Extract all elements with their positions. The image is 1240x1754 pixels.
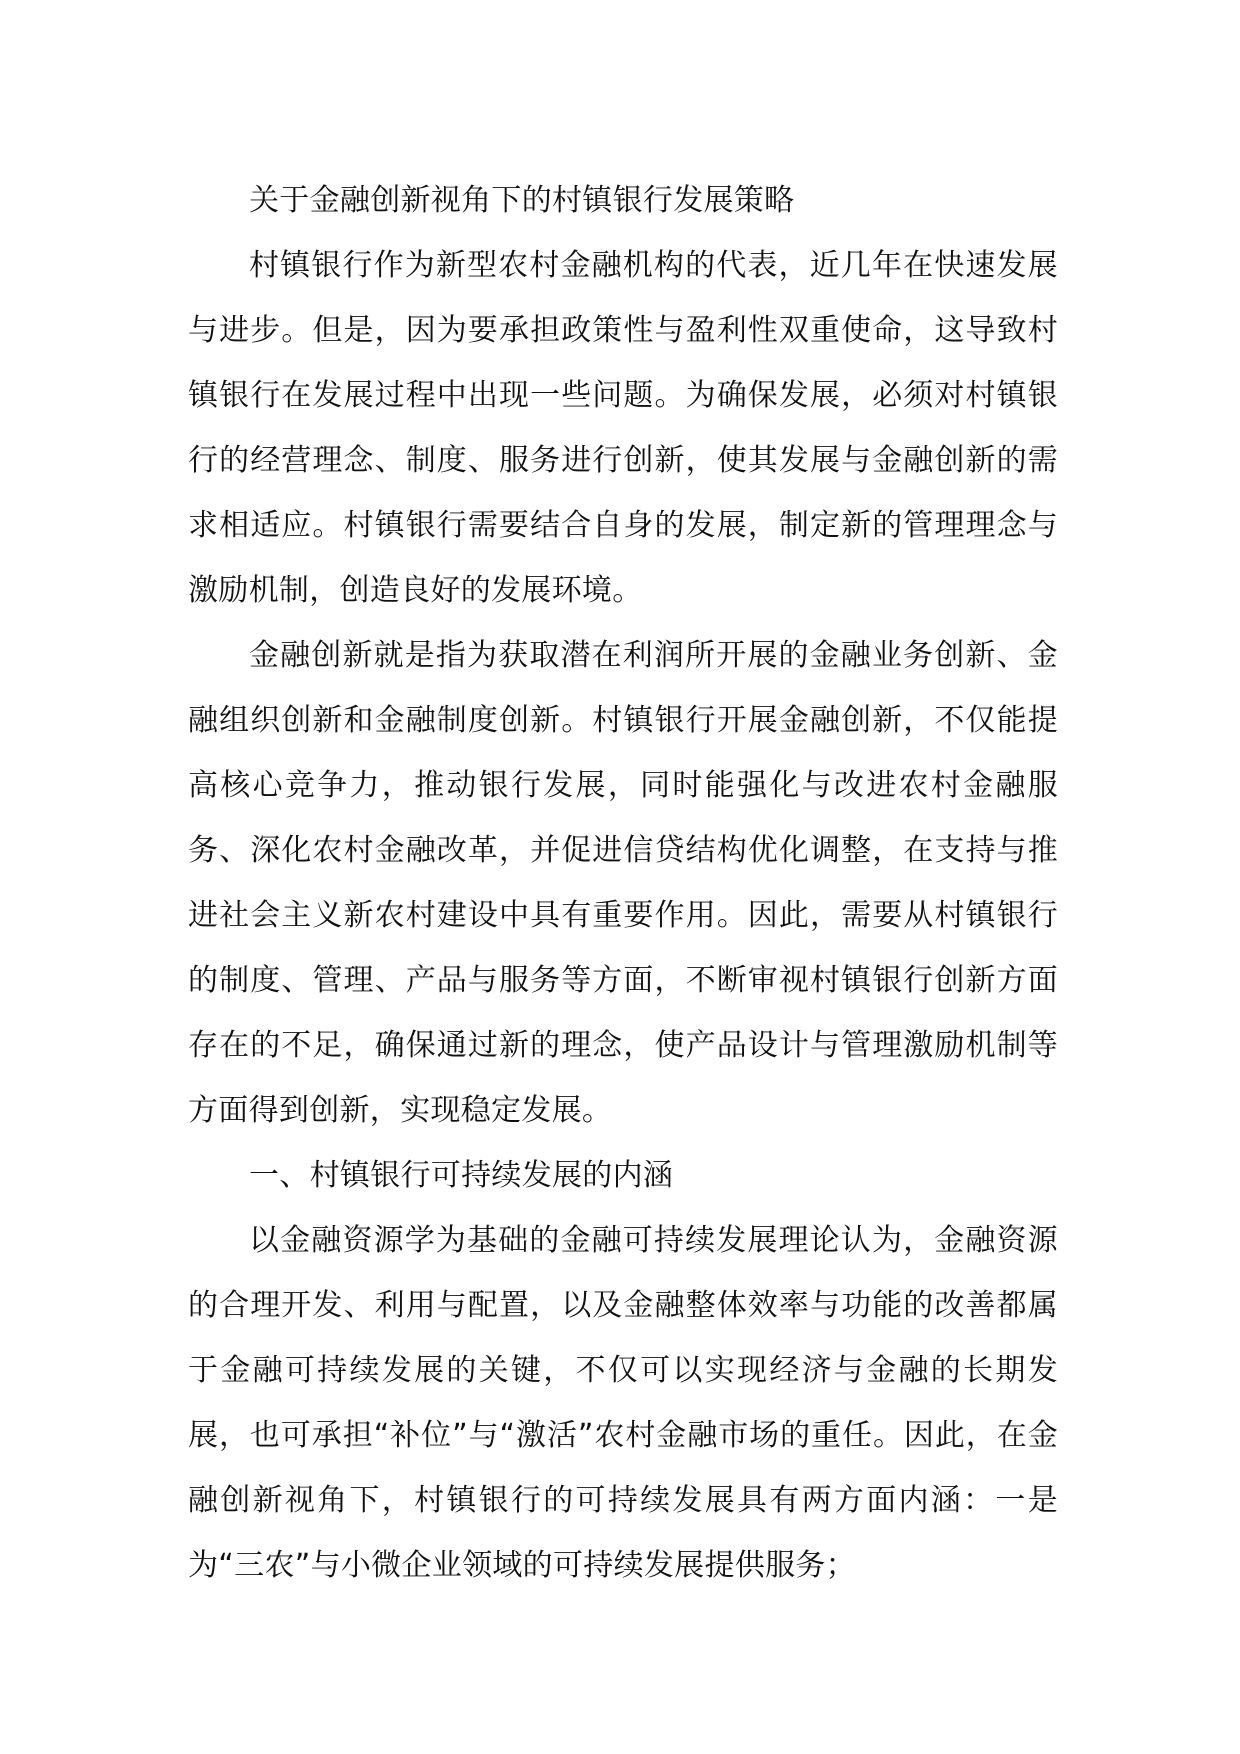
paragraph-intro: 村镇银行作为新型农村金融机构的代表，近几年在快速发展与进步。但是，因为要承担政策性与盈利性双重使命，这导致村镇银行在发展过程中出现一些问题。为确保发展，必须对村镇银行的经营理念、制度、服务进行创新，使其发展与金融创新的需求相适应。村镇银行需要结合自身的发展，制定新的管理理念与激励机制，创造良好的发展环境。 <box>188 248 1058 608</box>
paragraph-section-body: 以金融资源学为基础的金融可持续发展理论认为，金融资源的合理开发、利用与配置，以及金融整体效率与功能的改善都属于金融可持续发展的关键，不仅可以实现经济与金融的长期发展，也可承担“补位”与“激活”农村金融市场的重任。因此，在金融创新视角下，村镇银行的可持续发展具有两方面内涵：一是为“三农”与小微企业领域的可持续发展提供服务； <box>188 1223 1058 1583</box>
document-title: 关于金融创新视角下的村镇银行发展策略 <box>249 183 795 218</box>
paragraph-financial-innovation: 金融创新就是指为获取潜在利润所开展的金融业务创新、金融组织创新和金融制度创新。村镇银行开展金融创新，不仅能提高核心竞争力，推动银行发展，同时能强化与改进农村金融服务、深化农村金融改革，并促进信贷结构优化调整，在支持与推进社会主义新农村建设中具有重要作用。因此，需要从村镇银行的制度、管理、产品与服务等方面，不断审视村镇银行创新方面存在的不足，确保通过新的理念，使产品设计与管理激励机制等方面得到创新，实现稳定发展。 <box>188 638 1058 1128</box>
section-heading: 一、村镇银行可持续发展的内涵 <box>249 1158 674 1193</box>
document-body <box>188 168 1058 1598</box>
